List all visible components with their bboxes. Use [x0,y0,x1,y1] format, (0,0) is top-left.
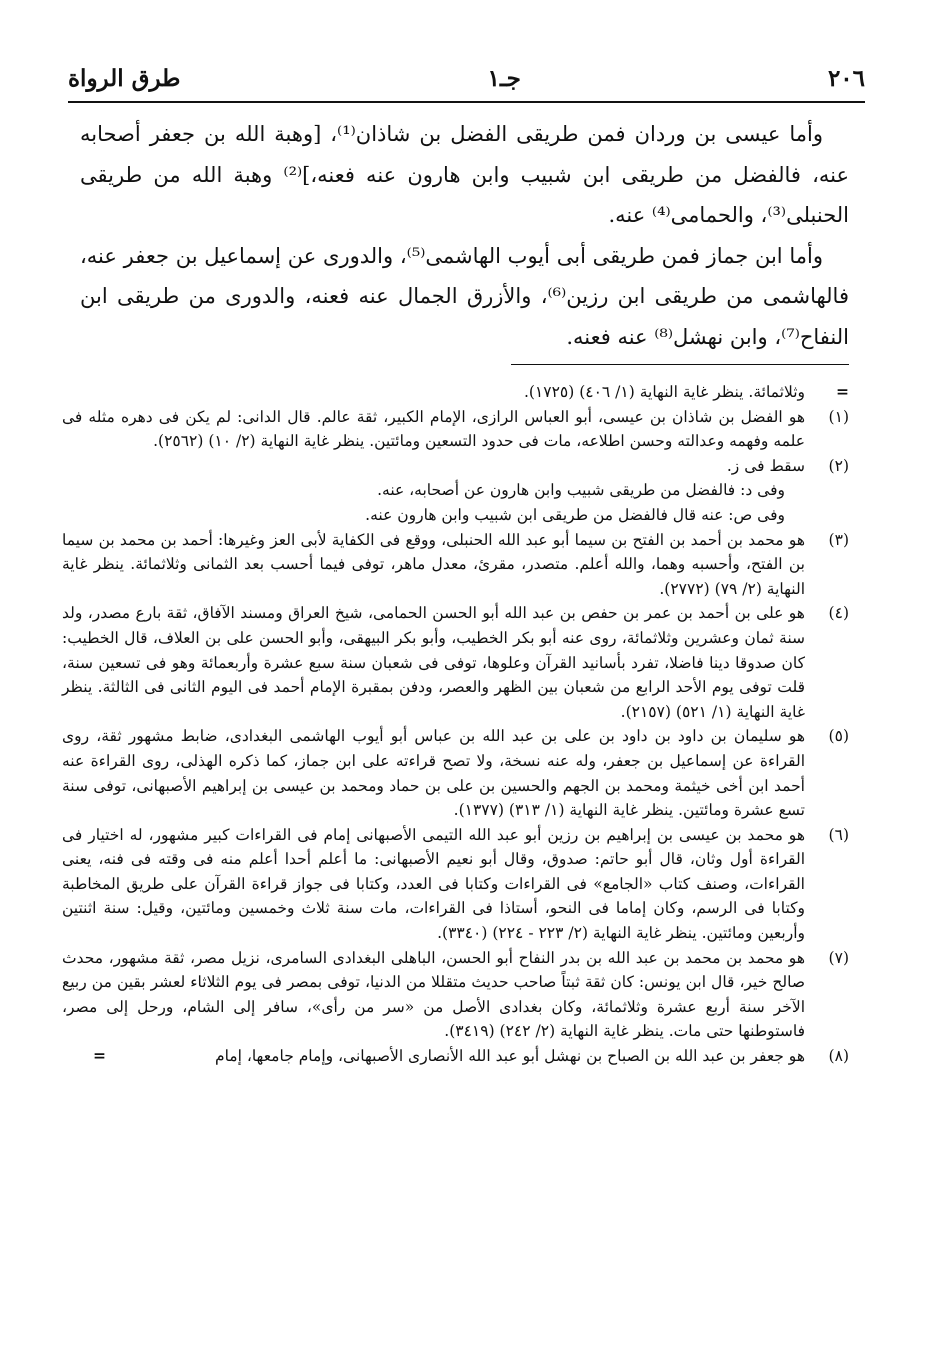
page-number: ٢٠٦ [827,64,865,92]
footnote-text: هو سليمان بن داود بن داود بن على بن عبد الله بن عباس أبو أيوب الهاشمى البغدادى، ضابط مشهور ثقة، روى القراءة عن إسماعيل بن جعفر، وله عنه نسخة، ولا تصح قراءته على ابن جماز، كما ذكره الهذلى، روى القراءة عنه أحمد ابن أخى خيثمة ومحمد بن الجهم والحسين بن على بن حماد ومحمد بن عيسى بن إبراهيم الأصبهانى، توفى سنة تسع عشرة ومائتين. ينظر غاية النهاية (١/ ٣١٣) (١٣٧٧). [62,727,805,820]
footnote-number: (٥) [828,727,849,746]
main-text [80,114,849,357]
footnote-number: (٨) [828,1047,849,1066]
footnote-number: (١) [828,407,849,426]
footnotes [62,380,849,1069]
footnote-text: هو الفضل بن شاذان بن عيسى، أبو العباس الرازى، الإمام الكبير، ثقة عالم. قال الدانى: لم يكن فى دهره مثله فى علمه وفهمه وعدالته وحسن اطلاعه، مات فى حدود التسعين ومائتين. ينظر غاية النهاية (٢/ ١٠) (٢٥٦٢). [62,407,805,451]
main-paragraph: وأما عيسى بن وردان فمن طريقى الفضل بن شاذان⁽¹⁾، [وهبة الله بن جعفر أصحابه عنه، فالفضل من طريقى ابن شبيب وابن هارون عنه فعنه،]⁽²⁾ وهبة الله من طريقى الحنبلى⁽³⁾، والحمامى⁽⁴⁾ عنه. [80,122,849,227]
book-title: طرق الرواة [68,64,181,92]
footnote-2 [62,454,849,479]
footnote-text: هو جعفر بن عبد الله بن الصباح بن نهشل أبو عبد الله الأنصارى الأصبهانى، وإمام جامعها، إمام [214,1047,805,1066]
continuation-mark: = [836,382,849,401]
footnote-7 [62,946,849,1044]
footnote-text: سقط فى ز. [726,456,805,475]
footnote-text: وثلاثمائة. ينظر غاية النهاية (١/ ٤٠٦) (١٧٢٥). [523,383,805,401]
footnote-number: (٦) [828,825,849,844]
footnote-number: (٤) [828,604,849,623]
footnote-6 [62,823,849,946]
footnote-text: هو محمد بن محمد بن عبد الله بن بدر النفاح أبو الحسن، الباهلى البغدادى السامرى، نزيل مصر، ثقة مشهور، محدث صالح خير، قال ابن يونس: كان ثقة ثبتاً صاحب حديث متقللا من الدنيا، توفى بمصر فى يوم الثلاثاء لعشر بقين من ربيع الآخر سنة أربع عشرة وثلاثمائة، وكان بغدادى الأصل من «سر من رأى»، سافر إلى الشام، ورحل إلى مصر، فاستوطنها حتى مات. ينظر غاية النهاية (٢/ ٢٤٢) (٣٤١٩). [62,948,805,1041]
footnote-separator [511,364,849,365]
continuation-mark: = [93,1046,106,1066]
footnote-continuation [62,380,849,405]
footnote-variant-line: وفى ص: عنه قال فالفضل من طريقى ابن شبيب وابن هارون عنه. [365,505,785,524]
volume-label: جـ١ [487,64,521,92]
footnote-3 [62,528,849,602]
footnote-number: (٣) [828,530,849,549]
footnote-number: (٧) [828,948,849,967]
footnote-4 [62,601,849,724]
footnote-1 [62,405,849,454]
footnote-text: هو على بن أحمد بن عمر بن حفص بن عبد الله أبو الحسن الحمامى، شيخ العراق ومسند الآفاق، ثقة بارع مصدر، ولد سنة ثمان وعشرين وثلاثمائة، روى عنه أبو بكر الخطيب، وأبو بكر البيهقى، وأبو الحسن على بن العلاف، قال الخطيب: كان صدوقا دينا فاضلا، تفرد بأسانيد القرآن وعلوها، توفى فى شعبان سنة سبع عشرة وأربعمائة وهو فى تسعين سنة، قلت توفى يوم الأحد الرابع من شعبان بين الظهر والعصر، ودفن بمقبرة الإمام أحمد فى اليوم الثانى فى الثالثة. ينظر غاية النهاية (١/ ٥٢١) (٢١٥٧). [62,604,805,721]
footnote-number: (٢) [828,456,849,475]
header-rule [68,101,865,103]
footnote-5 [62,724,849,822]
main-paragraph: وأما ابن جماز فمن طريقى أبى أيوب الهاشمى⁽⁵⁾، والدورى عن إسماعيل بن جعفر عنه، فالهاشمى من طريقى ابن رزين⁽⁶⁾، والأزرق الجمال عنه فعنه، والدورى من طريقى ابن النفاح⁽⁷⁾، وابن نهشل⁽⁸⁾ عنه فعنه. [80,243,849,349]
footnote-text: هو محمد بن عيسى بن إبراهيم بن رزين أبو عبد الله التيمى الأصبهانى إمام فى القراءات كبير مشهور، له اختيار فى القراءة أول وثان، قال أبو حاتم: صدوق، وقال أبو نعيم الأصبهانى: ما أعلم أحدا أعلم منه فى وقته فى فنه، يعنى القراءات، وصنف كتاب «الجامع» فى القراءات وكتابا فى العدد، وكتابا فى جواز قراءة القرآن على طريق المخاطبة وكتابا فى الرسم، وكان إماما فى النحو، أستاذا فى القراءات، مات سنة ثلاث وخمسين ومائتين، وقيل: سنة اثنتين وأربعين ومائتين. ينظر غاية النهاية (٢/ ٢٢٣ - ٢٢٤) (٣٣٤٠). [62,825,805,943]
footnote-text: هو محمد بن أحمد بن الفتح بن سيما أبو عبد الله الحنبلى، ووقع فى الكفاية لأبى العز وغيرها: أحمد بن محمد بن سيما بن الفتح، وأحسبه وهما، والله أعلم. متصدر، مقرئ، معدل ماهر، توفى فيما أحسب بعد الثمانى وثلاثمائة. ينظر غاية النهاية (٢/ ٧٩) (٢٧٧٢). [62,530,805,598]
running-header [68,58,865,98]
footnote-variant-line: وفى د: فالفضل من طريقى شبيب وابن هارون عن أصحابه، عنه. [377,481,785,500]
footnote-8 [62,1044,849,1069]
